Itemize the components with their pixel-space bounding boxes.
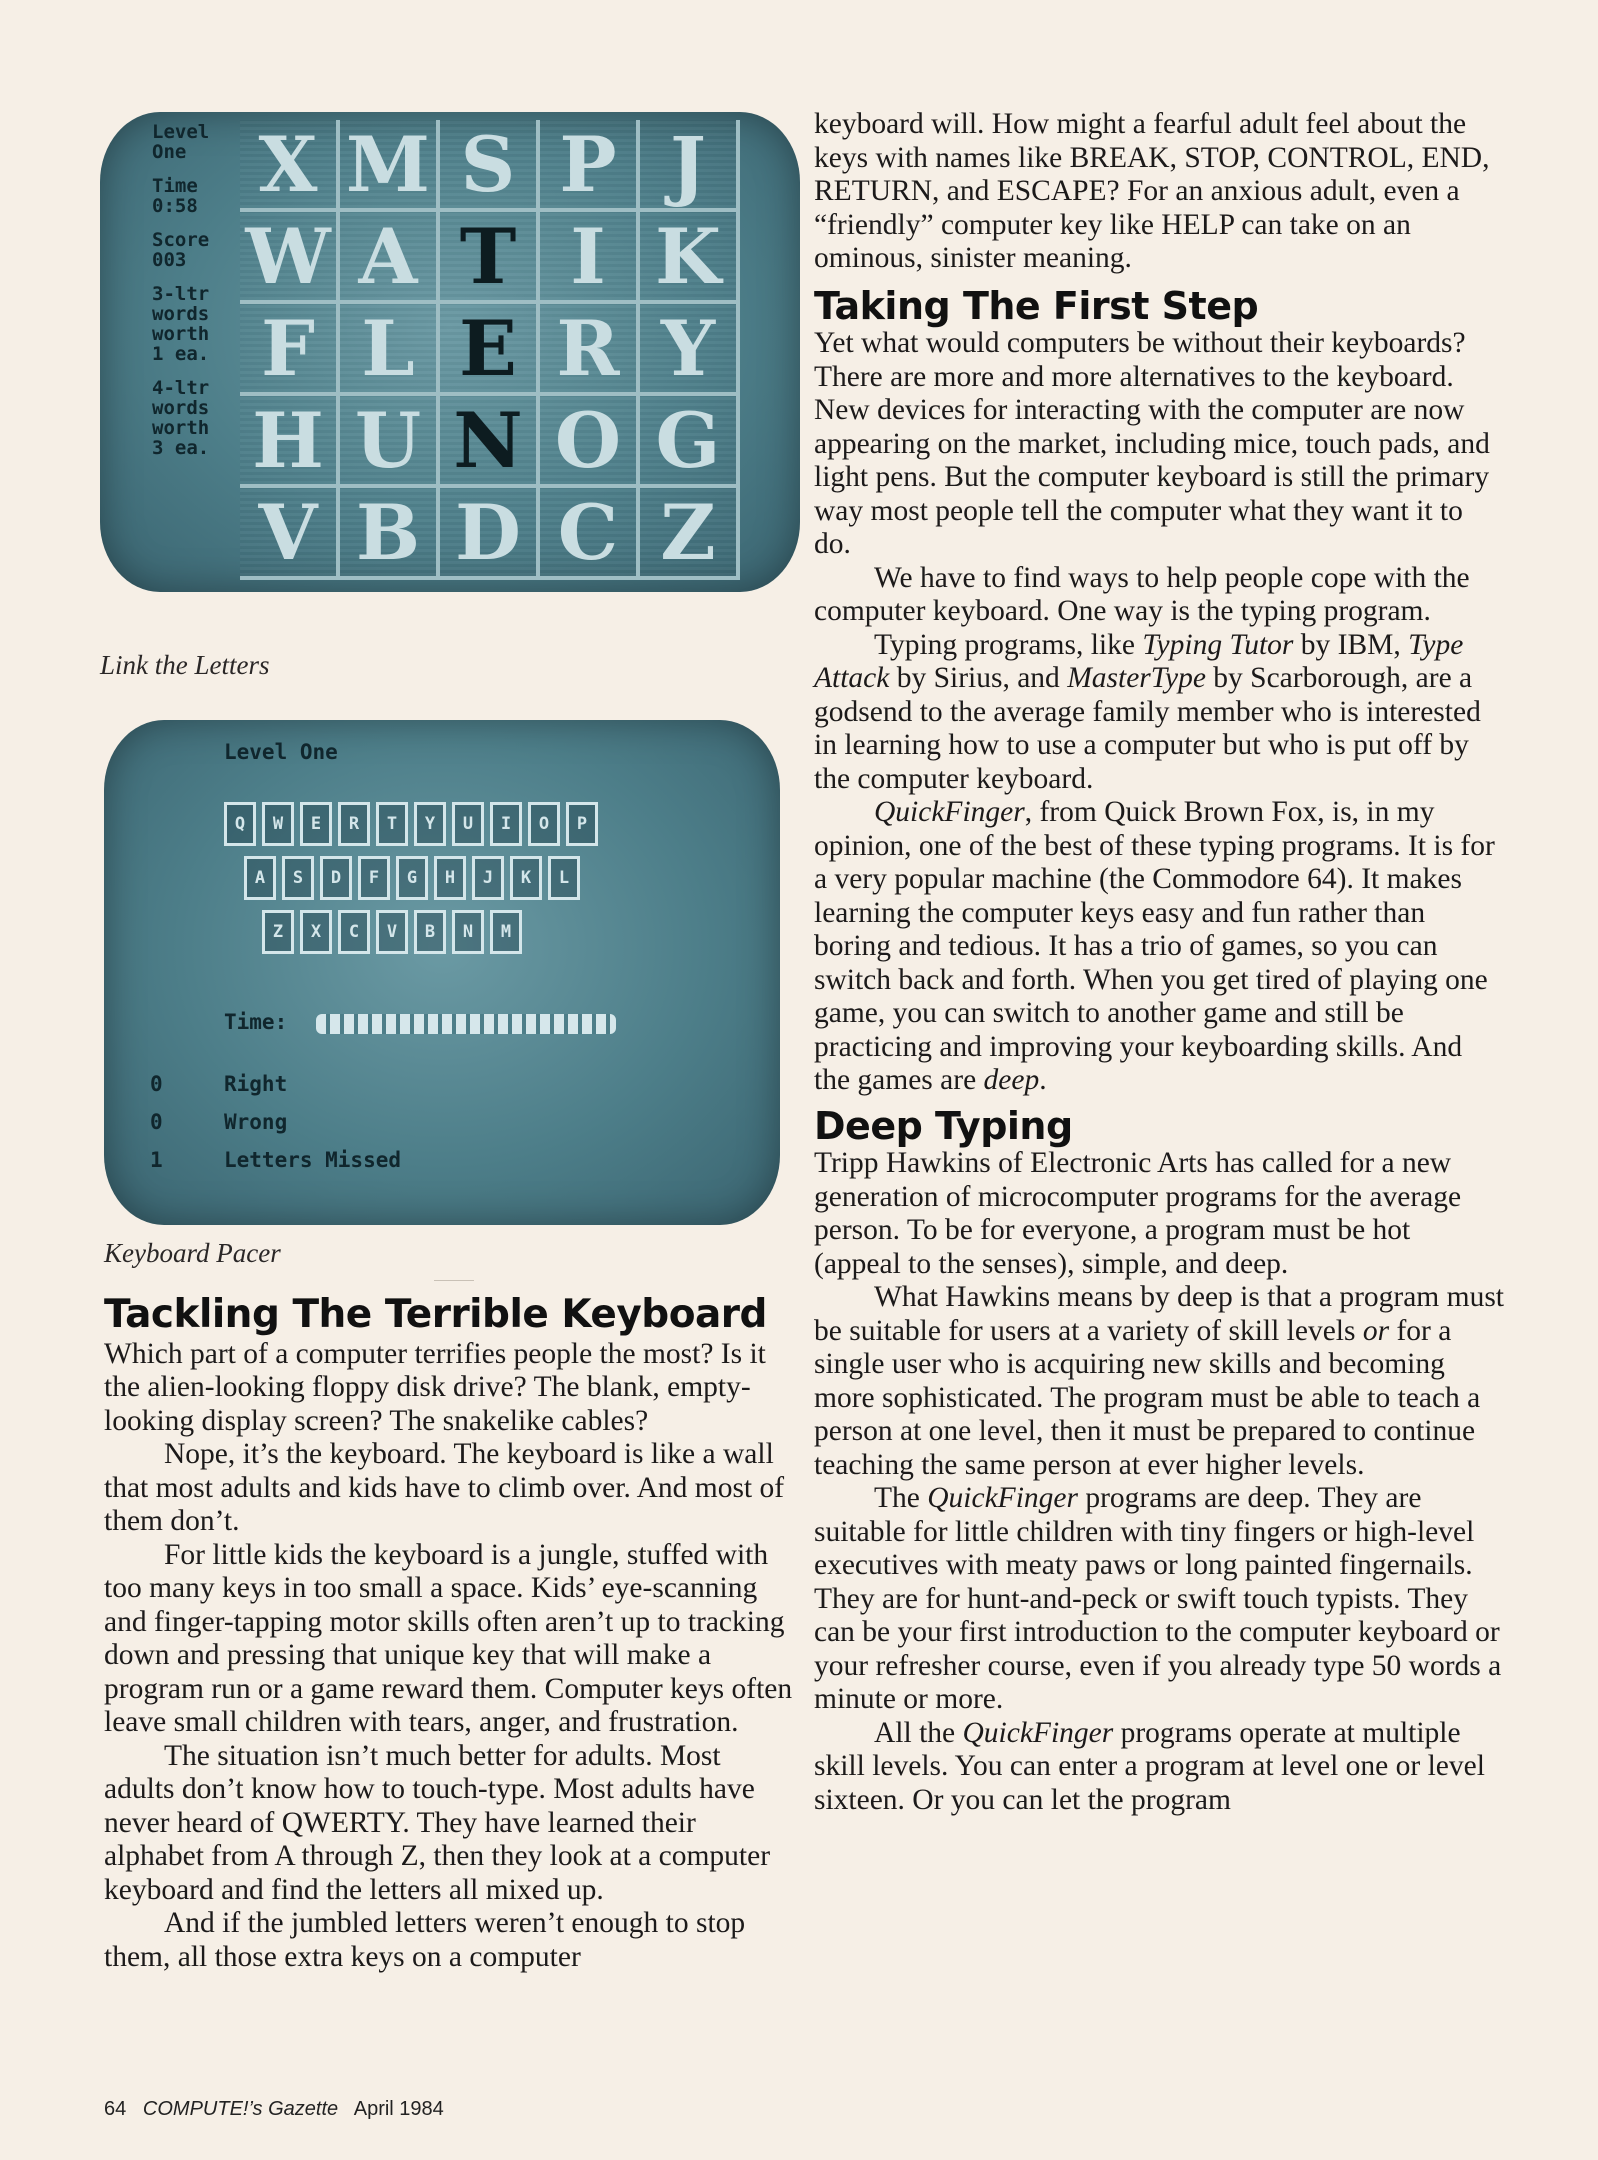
key-h: H <box>434 856 466 900</box>
key-i: I <box>490 802 522 846</box>
paragraph: We have to find ways to help people cope with the computer keyboard. One way is the typing program. <box>814 561 1470 627</box>
key-l: L <box>548 856 580 900</box>
emphasis: or <box>1362 1314 1390 1347</box>
caption-link-the-letters: Link the Letters <box>100 650 270 680</box>
key-v: V <box>376 910 408 954</box>
grid-letter: E <box>440 304 540 396</box>
issue-date: April 1984 <box>353 2098 444 2120</box>
grid-letter: V <box>240 488 340 580</box>
grid-letter: O <box>540 396 640 488</box>
paragraph: keyboard will. How might a fearful adult feel about the keys with names like BREAK, STOP, CONTROL, END, RETURN, and ESCAPE? For an anxious adult, even a “friendly” computer key like HELP can take on an ominous, sinister meaning. <box>814 108 1490 274</box>
text: What Hawkins means by deep is that a program must be suitable for users at a variety of skill levels <box>814 1281 1505 1347</box>
grid-letter: Y <box>640 304 740 396</box>
paragraph <box>814 1281 1504 1482</box>
grid-letter: A <box>340 212 440 304</box>
text: by Scarborough, are a godsend to the average family member who is interested in learning how to use a computer but who is put off by the computer keyboard. <box>814 662 1481 795</box>
grid-letter: L <box>340 304 440 396</box>
link-the-letters-screenshot <box>100 112 800 592</box>
paragraph: For little kids the keyboard is a jungle, stuffed with too many keys in too small a space. Kids’ eye-scanning and finger-tapping motor skills often aren’t up to tracking down and pressing that unique key that will make a program run or a game reward them. Computer keys often leave small children with tears, anger, and frustration. <box>104 1538 793 1738</box>
grid-letter: T <box>440 212 540 304</box>
grid-letter: J <box>640 120 740 212</box>
key-b: B <box>414 910 446 954</box>
text: , from Quick Brown Fox, is, in my opinion, one of the best of these typing programs. It is for a very popular machine (the Commodore 64). It makes learning the computer keys easy and fun rather than boring and tedious. It has a trio of games, so you can switch back and forth. When you get tired of playing one game, you can switch to another game and still be practicing and improving your keyboarding skills. And the games are <box>814 796 1495 1096</box>
heading-taking-first-step: Taking The First Step <box>814 283 1259 328</box>
emphasis: deep <box>983 1064 1040 1096</box>
key-n: N <box>452 910 484 954</box>
stat-label: Right <box>224 1072 288 1096</box>
title-quickfinger: QuickFinger <box>874 796 1025 828</box>
text: programs operate at multiple skill levels. You can enter a program at level one or level sixteen. Or you can let the program <box>814 1716 1485 1816</box>
text: by IBM, <box>1293 628 1409 661</box>
key-a: A <box>244 856 276 900</box>
grid-letter: P <box>540 120 640 212</box>
key-q: Q <box>224 802 256 846</box>
sidebar-block: 4-ltr words worth 3 ea. <box>152 377 210 459</box>
stat-row <box>150 1110 287 1134</box>
paragraph: And if the jumbled letters weren’t enough to stop them, all those extra keys on a computer <box>104 1907 746 1973</box>
stat-label: Wrong <box>224 1110 288 1134</box>
key-w: W <box>262 802 294 846</box>
key-y: Y <box>414 802 446 846</box>
text: Typing programs, like <box>874 628 1143 661</box>
paragraph: Yet what would computers be without their keyboards? There are more and more alternatives to the keyboard. New devices for interacting with the computer are now appearing on the market, including mice, touch pads, and light pens. But the computer keyboard is still the primary way most people tell the computer what they want it to do. <box>814 327 1490 560</box>
keyboard-pacer-screenshot <box>104 720 780 1225</box>
grid-letter: S <box>440 120 540 212</box>
paragraph <box>814 1482 1504 1717</box>
title-type-attack: Type Attack <box>814 628 1464 694</box>
paragraph: Nope, it’s the keyboard. The keyboard is like a wall that most adults and kids have to climb over. And most of them don’t. <box>104 1438 785 1537</box>
heading-tackling-keyboard: Tackling The Terrible Keyboard <box>104 1292 767 1337</box>
text: All the <box>874 1716 963 1749</box>
grid-letter: C <box>540 488 640 580</box>
key-o: O <box>528 802 560 846</box>
key-k: K <box>510 856 542 900</box>
page-footer <box>104 2098 444 2121</box>
text: by Sirius, and <box>889 662 1068 694</box>
key-g: G <box>396 856 428 900</box>
text: . <box>1039 1064 1047 1096</box>
key-f: F <box>358 856 390 900</box>
stat-row <box>150 1072 287 1096</box>
key-u: U <box>452 802 484 846</box>
title-mastertype: MasterType <box>1067 662 1206 694</box>
keyboard-row-2 <box>244 856 586 900</box>
key-m: M <box>490 910 522 954</box>
caption-keyboard-pacer: Keyboard Pacer <box>104 1238 281 1268</box>
grid-letter: I <box>540 212 640 304</box>
letter-grid <box>240 120 740 580</box>
heading-deep-typing: Deep Typing <box>814 1103 1073 1148</box>
key-p: P <box>566 802 598 846</box>
grid-letter: R <box>540 304 640 396</box>
grid-letter: X <box>240 120 340 212</box>
text: The <box>874 1482 928 1514</box>
sidebar-block: Time 0:58 <box>152 175 198 217</box>
title-typing-tutor: Typing Tutor <box>1142 628 1294 661</box>
grid-letter: B <box>340 488 440 580</box>
key-e: E <box>300 802 332 846</box>
stat-value: 1 <box>150 1148 163 1172</box>
stat-value: 0 <box>150 1072 163 1096</box>
key-s: S <box>282 856 314 900</box>
key-j: J <box>472 856 504 900</box>
title-quickfinger: QuickFinger <box>927 1482 1078 1514</box>
time-bar <box>316 1014 616 1034</box>
magazine-name: COMPUTE!’s Gazette <box>142 2098 339 2120</box>
left-column <box>104 1292 794 1974</box>
paragraph <box>814 796 1504 1098</box>
sidebar-block: Level One <box>152 121 210 163</box>
page-number: 64 <box>104 2098 127 2120</box>
grid-letter: H <box>240 396 340 488</box>
key-z: Z <box>262 910 294 954</box>
paragraph <box>814 629 1504 797</box>
grid-letter: Z <box>640 488 740 580</box>
key-d: D <box>320 856 352 900</box>
sidebar-block: 3-ltr words worth 1 ea. <box>152 283 210 365</box>
game-sidebar <box>152 122 232 472</box>
grid-letter: M <box>340 120 440 212</box>
grid-letter: G <box>640 396 740 488</box>
stat-value: 0 <box>150 1110 163 1134</box>
key-c: C <box>338 910 370 954</box>
level-label: Level One <box>224 740 338 764</box>
stat-label: Letters Missed <box>224 1148 402 1172</box>
grid-letter: N <box>440 396 540 488</box>
grid-letter: W <box>240 212 340 304</box>
paragraph <box>814 1717 1504 1818</box>
sidebar-block: Score 003 <box>152 229 210 271</box>
paragraph: Which part of a computer terrifies people the most? Is it the alien-looking floppy disk drive? The blank, empty-looking display screen? The snakelike cables? <box>104 1337 766 1437</box>
grid-letter: K <box>640 212 740 304</box>
key-t: T <box>376 802 408 846</box>
title-quickfinger: QuickFinger <box>962 1716 1114 1749</box>
grid-letter: U <box>340 396 440 488</box>
grid-letter: D <box>440 488 540 580</box>
grid-letter: F <box>240 304 340 396</box>
divider <box>434 1280 474 1281</box>
keyboard-row-1 <box>224 802 604 846</box>
text: for a single user who is acquiring new skills and becoming more sophisticated. The program must be able to teach a person at one level, then it must be prepared to continue teaching the same person at ever higher levels. <box>814 1314 1481 1481</box>
time-label: Time: <box>224 1010 288 1034</box>
text: programs are deep. They are suitable for little children with tiny fingers or high-level executives with meaty paws or long painted fingernails. They are for hunt-and-peck or swift touch typists. They can be your first introduction to the computer keyboard or your refresher course, even if you already type 50 words a minute or more. <box>814 1482 1502 1715</box>
stat-row <box>150 1148 401 1172</box>
right-column <box>814 108 1504 1817</box>
paragraph: Tripp Hawkins of Electronic Arts has called for a new generation of microcomputer programs for the average person. To be for everyone, a program must be hot (appeal to the senses), simple, and deep. <box>814 1147 1462 1280</box>
keyboard-row-3 <box>262 910 528 954</box>
key-x: X <box>300 910 332 954</box>
paragraph: The situation isn’t much better for adults. Most adults don’t know how to touch-type. Most adults have never heard of QWERTY. They have learned their alphabet from A through Z, then they look at a computer keyboard and find the letters all mixed up. <box>104 1739 771 1906</box>
key-r: R <box>338 802 370 846</box>
